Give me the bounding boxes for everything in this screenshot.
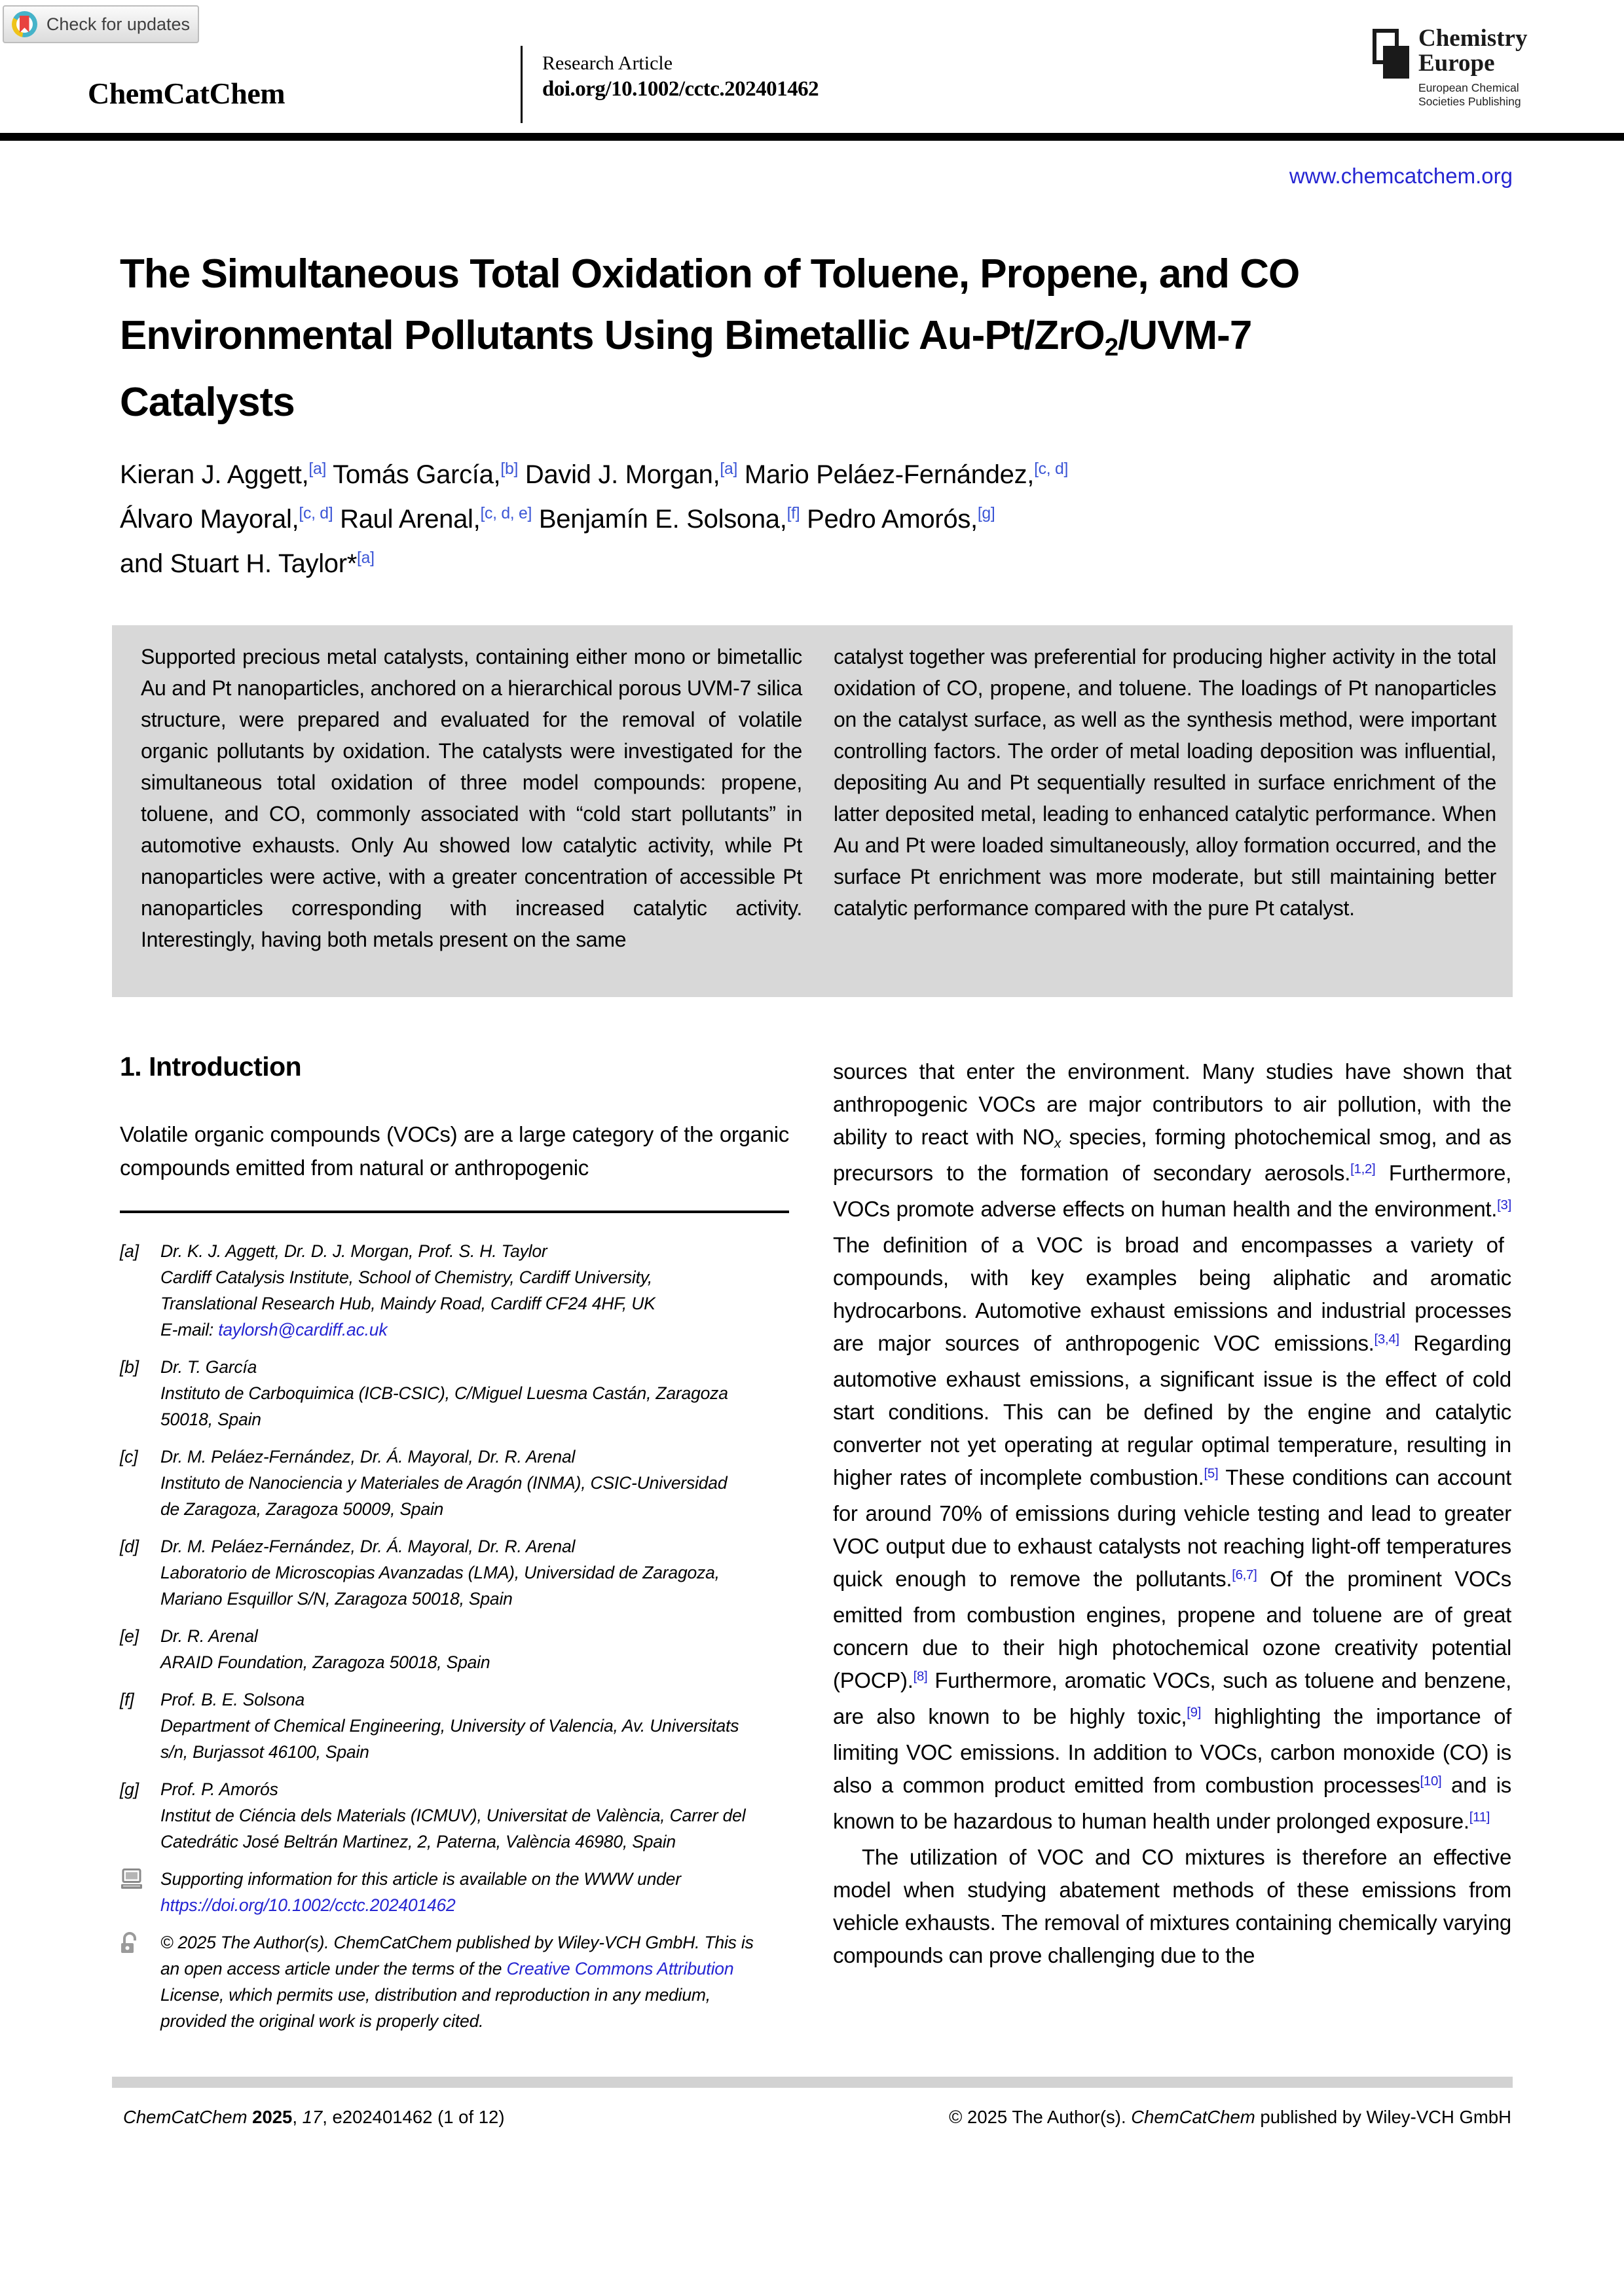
text-segment: David J. Morgan, [518,460,720,489]
inline-link[interactable]: https://doi.org/10.1002/cctc.202401462 [160,1895,456,1915]
footnote-text [160,1686,789,1765]
footnote-text [160,1444,789,1522]
text-segment: [f] [786,505,800,523]
footnote-item [120,1686,789,1765]
text-segment: [c, d, e] [480,505,532,523]
text-segment: ARAID Foundation, Zaragoza 50018, Spain [160,1652,490,1672]
text-segment: The utilization of VOC and CO mixtures is therefore an effective model when studying abatement methods of these emissions from vehicle exhausts. The removal of mixtures containing chemically varying compounds can prove challenging due to the [833,1845,1511,1967]
text-segment: Dr. R. Arenal [160,1626,258,1646]
logo-subtext-2: Societies Publishing [1418,95,1521,108]
intro-paragraph: Volatile organic compounds (VOCs) are a large category of the organic compounds emitted from natural or anthropogenic [120,1122,789,1180]
logo-subtext-1: European Chemical [1418,81,1519,94]
inline-link[interactable]: taylorsh@cardiff.ac.uk [218,1320,388,1339]
article-title [120,244,1524,433]
footnote-marker: [f] [120,1690,134,1709]
check-for-updates-button[interactable] [3,5,199,43]
authors-line [120,454,1524,588]
logo-word-1: Chemistry [1418,25,1528,52]
left-column [120,1051,789,2045]
doi-label: doi.org/10.1002/cctc.202401462 [542,77,819,101]
text-segment: [6,7] [1232,1567,1257,1582]
body-paragraph [833,1055,1511,1841]
footnote-item [120,1866,789,1918]
abstract-left-column: Supported precious metal catalysts, containing either mono or bimetallic Au and Pt nanoparticles, anchored on a hierarchical porous UVM-7 silica structure, were prepared and evaluated for the removal of volatile organic pollutants by oxidation. The catalysts were investigated for the simultaneous total oxidation of three model compounds: propene, toluene, and CO, commonly associated with “cold start pollutants” in automotive exhausts. Only Au showed low catalytic activity, while Pt nanoparticles were active, with a greater concentration of accessible Pt nanoparticles corresponding with increased catalytic activity. Interestingly, having both metals present on the same [141,645,802,951]
footnotes-list [120,1238,789,2034]
text-segment: [c, d] [299,505,333,523]
footnote-text [160,1354,789,1432]
footnote-item [120,1444,789,1522]
text-segment: Regarding automotive exhaust emissions, a significant issue is the effect of cold start conditions. This can be defined by the engine and catalytic converter not yet operating at regular optimal temperature, resulting in higher rates of incomplete combustion. [833,1331,1511,1489]
text-segment: and is known to be hazardous to human health under prolonged exposure. [833,1773,1511,1833]
text-segment: de Zaragoza, Zaragoza 50009, Spain [160,1499,444,1519]
text-segment: © 2025 The Author(s). ChemCatChem published by Wiley-VCH GmbH. This is [160,1933,754,1952]
text-segment: [5] [1204,1465,1219,1481]
text-segment: Dr. T. García [160,1357,257,1377]
footnote-marker: [e] [120,1626,139,1646]
footer-gray-bar [112,2077,1513,2088]
text-segment: Translational Research Hub, Maindy Road, Cardiff CF24 4HF, UK [160,1294,655,1313]
text-segment: ChemCatChem [123,2107,248,2127]
footnote-text [160,1238,789,1343]
text-segment: and Stuart H. Taylor* [120,549,358,578]
text-segment: highlighting the importance of limiting VOC emissions. In addition to VOCs, carbon monoxide (CO) is also a common product emitted from combustion processes [833,1704,1512,1797]
text-segment: E-mail: [160,1320,219,1339]
header-divider [521,46,523,123]
text-segment: 2 [1104,333,1118,361]
text-segment: © 2025 The Author(s). [949,2107,1132,2127]
text-segment: Dr. M. Peláez-Fernández, Dr. Á. Mayoral, Dr. R. Arenal [160,1447,576,1467]
body-paragraph [833,1841,1511,1972]
text-segment: [b] [500,460,519,479]
footnote-item [120,1776,789,1855]
footnote-item [120,1533,789,1612]
logo-word-2: Europe [1418,50,1495,77]
section-heading-introduction: 1. Introduction [120,1051,302,1082]
footnote-item [120,1929,789,2034]
text-segment: License, which permits use, distribution and reproduction in any medium, [160,1985,710,2005]
footnote-marker: [a] [120,1241,139,1261]
text-segment: Furthermore, aromatic VOCs, such as toluene and benzene, are also known to be highly toxic, [833,1668,1511,1728]
footnote-divider [120,1211,789,1213]
text-segment: [10] [1420,1773,1442,1789]
text-segment: Raul Arenal, [333,505,481,534]
footnote-item [120,1354,789,1432]
text-segment: [9] [1187,1704,1202,1720]
text-segment: [1,2] [1350,1161,1376,1176]
text-segment: Dr. K. J. Aggett, Dr. D. J. Morgan, Prof. S. H. Taylor [160,1241,547,1261]
article-type-label: Research Article [542,52,673,74]
text-segment: s/n, Burjassot 46100, Spain [160,1742,369,1762]
journal-site-link[interactable]: www.chemcatchem.org [1289,164,1513,188]
footnote-text [160,1623,789,1675]
text-segment: Supporting information for this article is available on the WWW under [160,1869,681,1889]
text-segment: [3,4] [1374,1331,1399,1347]
text-segment: 2025 [252,2107,293,2127]
journal-name: ChemCatChem [88,77,286,110]
footer-citation [123,2107,505,2128]
body-column [833,1055,1511,1972]
text-segment: published by Wiley-VCH GmbH [1255,2107,1511,2127]
inline-link[interactable]: Creative Commons Attribution [506,1959,734,1978]
text-segment: /UVM-7 [1118,313,1252,358]
text-segment: Department of Chemical Engineering, University of Valencia, Av. Universitats [160,1716,739,1736]
text-segment: Instituto de Nanociencia y Materiales de Aragón (INMA), CSIC-Universidad [160,1473,728,1493]
text-segment: [a] [357,549,375,568]
text-segment: species, forming photochemical smog, and as precursors to the formation of secondary aerosols. [833,1125,1511,1185]
text-segment: [a] [308,460,327,479]
text-segment [248,2107,253,2127]
footnote-text [160,1776,789,1855]
text-segment: Álvaro Mayoral, [120,505,299,534]
text-segment: Mario Peláez-Fernández, [737,460,1035,489]
text-segment: , e202401462 (1 of 12) [322,2107,505,2127]
footnote-marker: [b] [120,1357,139,1377]
supporting-info-icon [120,1866,160,1918]
text-segment: Tomás García, [326,460,501,489]
text-segment: Laboratorio de Microscopias Avanzadas (LMA), Universidad de Zaragoza, [160,1563,720,1582]
crossmark-icon [12,11,37,37]
abstract-right-column: catalyst together was preferential for producing higher activity in the total oxidation of CO, propene, and toluene. The loadings of Pt nanoparticles on the catalyst surface, as well as the synthesis method, were important controlling factors. The order of metal loading deposition was influential, depositing Au and Pt sequentially resulted in surface enrichment of the latter deposited metal, leading to enhanced catalytic performance. When Au and Pt were loaded simultaneously, alloy formation occurred, and the surface Pt enrichment was more moderate, but still maintaining better catalytic performance compared with the pure Pt catalyst. [834,645,1496,920]
text-segment: x [1054,1136,1061,1152]
footnote-item [120,1238,789,1343]
footnote-marker: [g] [120,1779,139,1799]
footer-copyright [949,2107,1511,2128]
text-segment: Mariano Esquillor S/N, Zaragoza 50018, Spain [160,1589,513,1609]
abstract-box [112,625,1513,997]
text-segment: Kieran J. Aggett, [120,460,309,489]
text-segment: Catalysts [120,380,295,425]
footnote-marker: [c] [120,1447,138,1467]
footnote-text [160,1866,789,1918]
text-segment: The definition of a VOC is broad and encompasses a variety of compounds, with key examples being aliphatic and aromatic hydrocarbons. Automotive exhaust emissions and industrial processes are major sources of anthropogenic VOC emissions. [833,1233,1511,1355]
text-segment: [11] [1469,1809,1490,1825]
text-segment: Dr. M. Peláez-Fernández, Dr. Á. Mayoral, Dr. R. Arenal [160,1537,576,1556]
text-segment: The Simultaneous Total Oxidation of Toluene, Propene, and CO [120,251,1300,297]
footnote-text [160,1929,789,2034]
text-segment: Prof. B. E. Solsona [160,1690,305,1709]
text-segment: sources that enter the environment. Many studies have shown that anthropogenic VOCs are major contributors to air pollution, with the ability to react with NO [833,1059,1511,1149]
footnote-text [160,1533,789,1612]
text-segment: Catedrátic José Beltrán Martinez, 2, Paterna, València 46980, Spain [160,1832,676,1851]
bookmark-icon [20,16,29,33]
text-segment: Benjamín E. Solsona, [532,505,787,534]
text-segment: [3] [1497,1197,1511,1212]
text-segment: [8] [913,1668,928,1684]
text-segment: Environmental Pollutants Using Bimetallic Au-Pt/ZrO [120,313,1105,358]
text-segment: ChemCatChem [1131,2107,1255,2127]
text-segment: Of the prominent VOCs emitted from combustion engines, propene and toluene are of great concern due to their high photochemical ozone creativity potential (POCP). [833,1567,1512,1692]
text-segment: provided the original work is properly cited. [160,2011,484,2031]
text-segment: 17 [302,2107,323,2127]
text-segment: Cardiff Catalysis Institute, School of Chemistry, Cardiff University, [160,1267,653,1287]
open-access-icon [120,1929,160,2034]
text-segment: [g] [977,505,995,523]
text-segment: 50018, Spain [160,1410,261,1429]
text-segment: These conditions can account for around 70% of emissions during vehicle testing and lead to greater VOC output due to exhaust catalysts not reaching light-off temperatures quick enough to remove the pollutants. [833,1465,1511,1591]
text-segment: Prof. P. Amorós [160,1779,278,1799]
text-segment: [c, d] [1034,460,1069,479]
footnote-marker: [d] [120,1537,139,1556]
logo-square-filled-icon [1383,46,1409,79]
text-segment: an open access article under the terms of the [160,1959,507,1978]
footnote-item [120,1623,789,1675]
text-segment: Furthermore, VOCs promote adverse effects on human health and the environment. [833,1161,1511,1221]
text-segment: [a] [720,460,738,479]
text-segment: , [292,2107,303,2127]
text-segment: Institut de Ciéncia dels Materials (ICMUV), Universitat de València, Carrer del [160,1806,746,1825]
text-segment: Pedro Amorós, [800,505,978,534]
header-black-bar [0,133,1624,141]
check-for-updates-label: Check for updates [46,14,190,34]
text-segment: Instituto de Carboquimica (ICB-CSIC), C/Miguel Luesma Castán, Zaragoza [160,1383,728,1403]
